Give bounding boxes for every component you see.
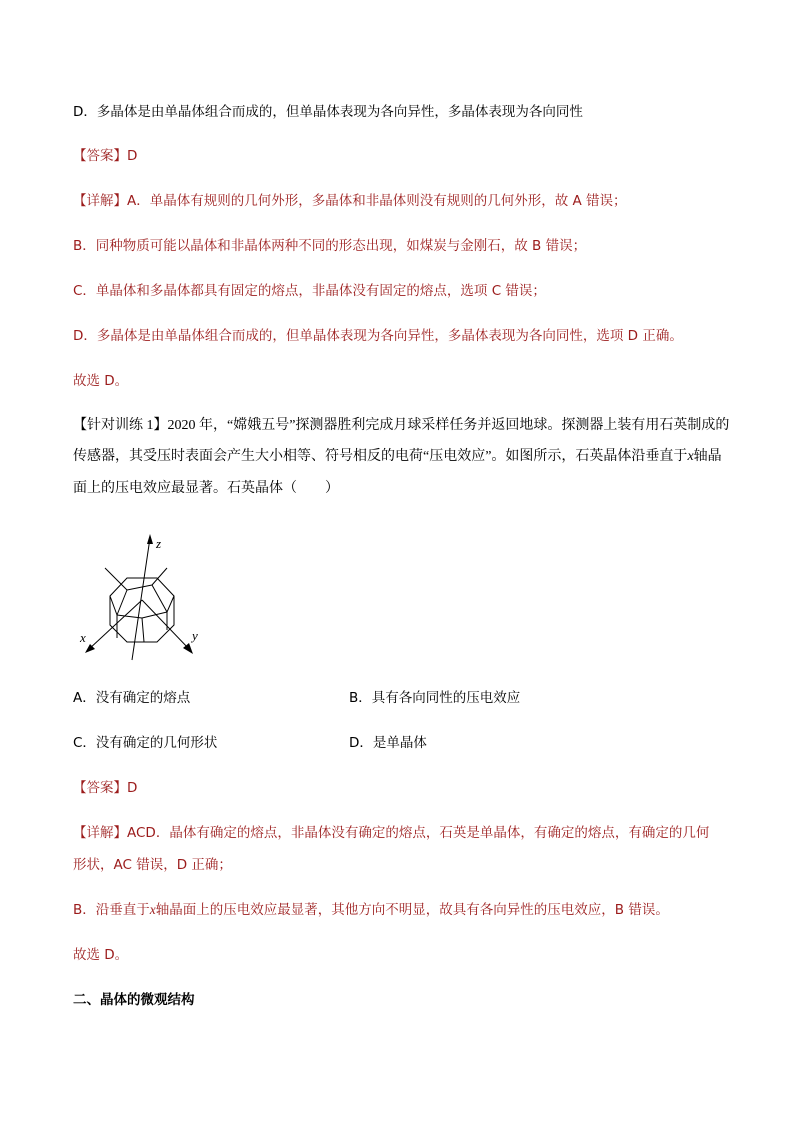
question-text-2: 传感器，其受压时表面会产生大小相等、符号相反的电荷“压电效应”。如图所示，石英晶体沿垂直于 [73, 449, 688, 464]
option-c: C．没有确定的几何形状 [73, 735, 218, 751]
question-line-2 [73, 447, 722, 467]
choose-1: 故选 D。 [73, 373, 129, 389]
option-a: A．没有确定的熔点 [73, 690, 191, 706]
axis-x-label: x [80, 630, 86, 645]
option-d-text: D．多晶体是由单晶体组合而成的，但单晶体表现为各向异性，多晶体表现为各向同性 [73, 104, 583, 120]
answer-1 [73, 146, 137, 166]
quartz-crystal-figure [72, 530, 212, 665]
explanation-1-a [73, 191, 627, 211]
explanation-2-line-1 [73, 823, 709, 843]
axis-x-inline: x [687, 449, 694, 464]
question-text-2b: 轴晶 [693, 449, 722, 464]
explanation-label: 【详解】 [73, 825, 127, 841]
explanation-2-b [73, 900, 669, 920]
answer-value: D [127, 780, 138, 796]
explanation-b-pre: B．沿垂直于 [73, 902, 150, 918]
choose-2: 故选 D。 [73, 947, 129, 963]
question-text-1: 2020 年，“嫦娥五号”探测器胜利完成月球采样任务并返回地球。探测器上装有用石英制成的 [167, 418, 730, 433]
explanation-label: 【详解】 [73, 193, 127, 209]
crystal-body [105, 568, 174, 642]
question-line-3: 面上的压电效应最显著。石英晶体（ ） [73, 481, 339, 496]
explanation-text: ACD．晶体有确定的熔点，非晶体没有确定的熔点，石英是单晶体，有确定的熔点，有确定的几何 [127, 825, 710, 841]
question-line-1 [73, 416, 729, 436]
explanation-text: A．单晶体有规则的几何外形，多晶体和非晶体则没有规则的几何外形，故 A 错误； [127, 193, 627, 209]
question-label: 【针对训练 1】 [73, 418, 168, 433]
answer-label: 【答案】 [73, 148, 127, 164]
explanation-2-line-2: 形状，AC 错误，D 正确； [73, 857, 232, 873]
explanation-b-post: 轴晶面上的压电效应最显著，其他方向不明显，故具有各向异性的压电效应，B 错误。 [155, 902, 669, 918]
option-d: D．是单晶体 [349, 735, 427, 751]
answer-2 [73, 778, 137, 798]
z-axis-arrow [147, 534, 153, 544]
axis-x-inline: x [149, 902, 156, 917]
answer-value: D [127, 148, 138, 164]
explanation-1-b: B．同种物质可能以晶体和非晶体两种不同的形态出现，如煤炭与金刚石，故 B 错误； [73, 238, 587, 254]
section-heading: 二、晶体的微观结构 [73, 992, 195, 1008]
axis-y-label: y [192, 628, 198, 643]
axis-z-label: z [156, 536, 162, 551]
explanation-1-d: D．多晶体是由单晶体组合而成的，但单晶体表现为各向异性，多晶体表现为各向同性，选项 D 正确。 [73, 328, 683, 344]
option-b: B．具有各向同性的压电效应 [349, 690, 521, 706]
explanation-1-c: C．单晶体和多晶体都具有固定的熔点，非晶体没有固定的熔点，选项 C 错误； [73, 283, 546, 299]
answer-label: 【答案】 [73, 780, 127, 796]
